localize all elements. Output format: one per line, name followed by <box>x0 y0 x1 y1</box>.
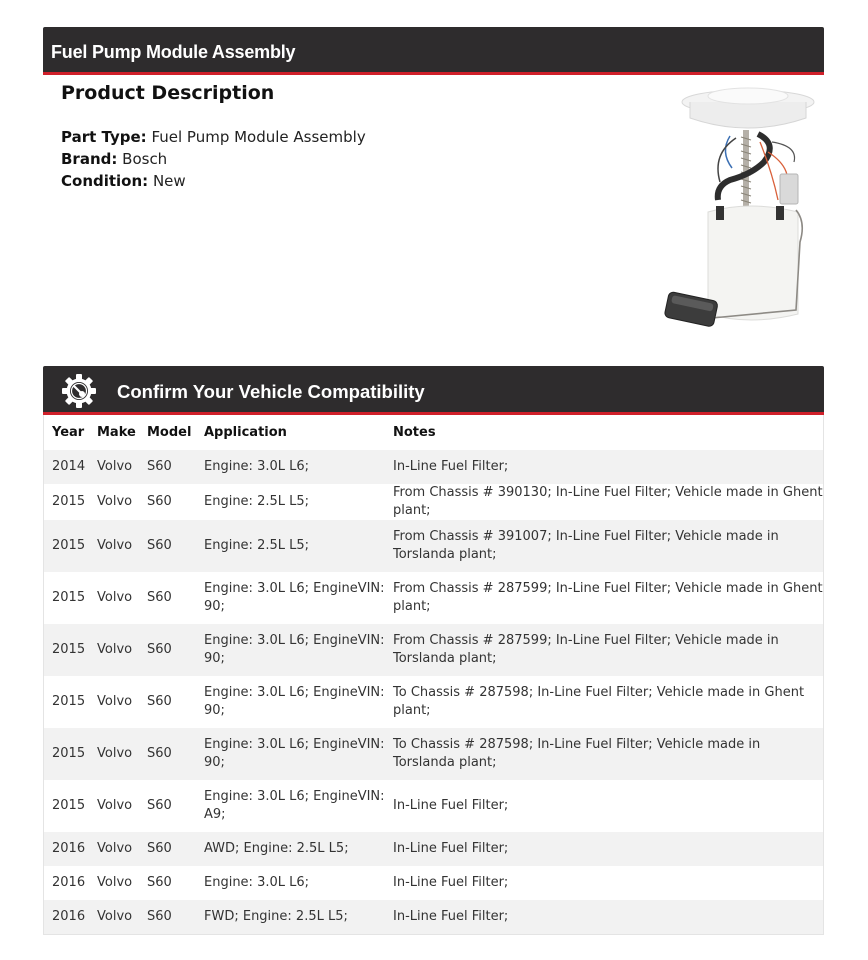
cell-application: Engine: 3.0L L6; EngineVIN: 90; <box>204 685 385 718</box>
part-type-row <box>61 126 366 148</box>
cell-model: S60 <box>147 590 172 605</box>
cell-notes: To Chassis # 287598; In-Line Fuel Filter; Vehicle made in Torslanda plant; <box>393 737 761 770</box>
cell-year: 2015 <box>52 798 86 813</box>
cell-year: 2015 <box>52 642 86 657</box>
table-row <box>44 676 823 728</box>
cell-application: Engine: 3.0L L6; EngineVIN: 90; <box>204 737 385 770</box>
cell-make: Volvo <box>97 590 133 605</box>
cell-make: Volvo <box>97 798 133 813</box>
cell-year: 2016 <box>52 909 86 924</box>
column-header-model: Model <box>147 425 192 440</box>
table-row <box>44 728 823 780</box>
brand-row <box>61 148 366 170</box>
cell-model: S60 <box>147 909 172 924</box>
cell-model: S60 <box>147 746 172 761</box>
compatibility-table-container <box>43 415 824 935</box>
cell-model: S60 <box>147 841 172 856</box>
table-row <box>44 572 823 624</box>
cell-make: Volvo <box>97 538 133 553</box>
cell-model: S60 <box>147 694 172 709</box>
cell-application: Engine: 3.0L L6; <box>204 459 310 474</box>
product-description-heading: Product Description <box>61 82 275 104</box>
cell-year: 2014 <box>52 459 86 474</box>
cell-model: S60 <box>147 875 172 890</box>
cell-model: S60 <box>147 494 172 509</box>
cell-year: 2015 <box>52 538 86 553</box>
condition-value: New <box>152 172 186 190</box>
cell-application: AWD; Engine: 2.5L L5; <box>204 841 349 856</box>
fuel-pump-module-image <box>660 82 820 334</box>
gear-wrench-icon <box>61 373 97 409</box>
cell-notes: From Chassis # 391007; In-Line Fuel Filter; Vehicle made in Torslanda plant; <box>393 529 779 562</box>
cell-model: S60 <box>147 642 172 657</box>
compatibility-bar <box>43 366 824 415</box>
cell-make: Volvo <box>97 909 133 924</box>
table-row <box>44 484 823 520</box>
brand-label: Brand: <box>61 150 118 168</box>
condition-row <box>61 170 366 192</box>
cell-year: 2015 <box>52 746 86 761</box>
product-description-list <box>61 126 366 192</box>
cell-make: Volvo <box>97 746 133 761</box>
cell-application: Engine: 3.0L L6; EngineVIN: A9; <box>204 789 385 822</box>
compatibility-table <box>44 415 823 934</box>
cell-model: S60 <box>147 538 172 553</box>
cell-make: Volvo <box>97 459 133 474</box>
cell-application: Engine: 2.5L L5; <box>204 538 310 553</box>
cell-notes: In-Line Fuel Filter; <box>393 875 509 890</box>
part-type-value: Fuel Pump Module Assembly <box>151 128 366 146</box>
part-type-label: Part Type: <box>61 128 147 146</box>
cell-notes: In-Line Fuel Filter; <box>393 459 509 474</box>
cell-notes: From Chassis # 390130; In-Line Fuel Filter; Vehicle made in Ghent plant; <box>393 485 823 518</box>
cell-notes: In-Line Fuel Filter; <box>393 798 509 813</box>
table-row <box>44 900 823 934</box>
cell-application: Engine: 3.0L L6; EngineVIN: 90; <box>204 581 385 614</box>
compatibility-title: Confirm Your Vehicle Compatibility <box>117 381 425 402</box>
cell-model: S60 <box>147 459 172 474</box>
product-title-bar <box>43 27 824 75</box>
cell-make: Volvo <box>97 694 133 709</box>
cell-make: Volvo <box>97 875 133 890</box>
cell-year: 2015 <box>52 494 86 509</box>
product-title: Fuel Pump Module Assembly <box>51 42 296 62</box>
cell-year: 2015 <box>52 590 86 605</box>
table-row <box>44 832 823 866</box>
cell-application: Engine: 3.0L L6; <box>204 875 310 890</box>
cell-notes: To Chassis # 287598; In-Line Fuel Filter; Vehicle made in Ghent plant; <box>393 685 805 718</box>
cell-notes: From Chassis # 287599; In-Line Fuel Filter; Vehicle made in Ghent plant; <box>393 581 823 614</box>
table-row <box>44 866 823 900</box>
brand-value: Bosch <box>122 150 168 168</box>
cell-notes: From Chassis # 287599; In-Line Fuel Filter; Vehicle made in Torslanda plant; <box>393 633 779 666</box>
column-header-notes: Notes <box>393 425 436 440</box>
table-row <box>44 780 823 832</box>
cell-make: Volvo <box>97 494 133 509</box>
table-row <box>44 450 823 484</box>
cell-application: Engine: 3.0L L6; EngineVIN: 90; <box>204 633 385 666</box>
cell-year: 2016 <box>52 841 86 856</box>
cell-make: Volvo <box>97 841 133 856</box>
cell-notes: In-Line Fuel Filter; <box>393 909 509 924</box>
column-header-application: Application <box>204 425 287 440</box>
cell-model: S60 <box>147 798 172 813</box>
cell-application: FWD; Engine: 2.5L L5; <box>204 909 348 924</box>
column-header-make: Make <box>97 425 136 440</box>
cell-application: Engine: 2.5L L5; <box>204 494 310 509</box>
table-row <box>44 520 823 572</box>
table-row <box>44 624 823 676</box>
cell-year: 2016 <box>52 875 86 890</box>
condition-label: Condition: <box>61 172 149 190</box>
cell-notes: In-Line Fuel Filter; <box>393 841 509 856</box>
table-header-row <box>44 415 823 450</box>
column-header-year: Year <box>52 425 85 440</box>
cell-year: 2015 <box>52 694 86 709</box>
cell-make: Volvo <box>97 642 133 657</box>
